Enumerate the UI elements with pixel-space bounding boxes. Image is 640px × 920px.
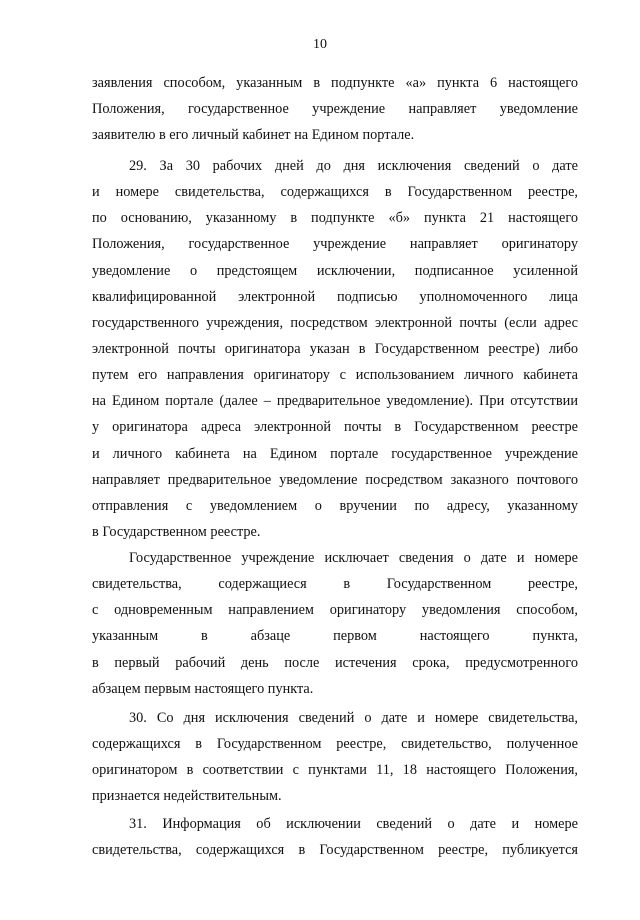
paragraph-item-30 xyxy=(92,705,578,810)
text-line: по основанию, указанному в подпункте «б» пункта 21 настоящего xyxy=(92,210,578,227)
paragraph-continuation xyxy=(92,70,578,148)
text-line: абзацем первым настоящего пункта. xyxy=(92,680,314,697)
text-line: уведомление о предстоящем исключении, подписанное усиленной xyxy=(92,262,578,279)
text-line: государственного учреждения, посредством электронной почты (если адрес xyxy=(92,314,578,331)
text-line: Положения, государственное учреждение направляет оригинатору xyxy=(92,236,578,253)
text-line: 29. За 30 рабочих дней до дня исключения сведений о дате xyxy=(129,158,578,174)
text-line: квалифицированной электронной подписью уполномоченного лица xyxy=(92,288,578,305)
text-line: путем его направления оригинатору с использованием личного кабинета xyxy=(92,367,578,384)
text-line: заявления способом, указанным в подпункте «а» пункта 6 настоящего xyxy=(92,75,578,91)
text-line: Государственное учреждение исключает сведения о дате и номере xyxy=(129,550,578,566)
paragraph-exclusion-notice xyxy=(92,545,578,702)
page-number: 10 xyxy=(313,37,327,52)
text-line: у оригинатора адреса электронной почты в Государственном реестре xyxy=(92,419,578,436)
text-line: свидетельства, содержащиеся в Государственном реестре, xyxy=(92,576,578,593)
text-line: оригинатором в соответствии с пунктами 11, 18 настоящего Положения, xyxy=(92,762,578,779)
text-line: электронной почты оригинатора указан в Государственном реестре) либо xyxy=(92,340,578,357)
text-line: указанным в абзаце первом настоящего пункта, xyxy=(92,628,578,645)
text-line: на Едином портале (далее – предварительное уведомление). При отсутствии xyxy=(92,393,578,410)
text-line: в первый рабочий день после истечения срока, предусмотренного xyxy=(92,654,578,671)
text-line: в Государственном реестре. xyxy=(92,523,261,540)
text-line: свидетельства, содержащихся в Государственном реестре, публикуется xyxy=(92,842,578,859)
text-line: направляет предварительное уведомление посредством заказного почтового xyxy=(92,471,578,488)
text-line: Положения, государственное учреждение направляет уведомление xyxy=(92,101,578,118)
text-line: отправления с уведомлением о вручении по адресу, указанному xyxy=(92,497,578,514)
text-line: и номере свидетельства, содержащихся в Государственном реестре, xyxy=(92,184,578,201)
text-line: признается недействительным. xyxy=(92,788,282,805)
paragraph-item-31 xyxy=(92,811,578,863)
text-line: заявителю в его личный кабинет на Едином портале. xyxy=(92,127,415,144)
text-line: содержащихся в Государственном реестре, свидетельство, полученное xyxy=(92,736,578,753)
text-line: и личного кабинета на Едином портале государственное учреждение xyxy=(92,445,578,462)
text-line: 31. Информация об исключении сведений о дате и номере xyxy=(129,816,578,832)
text-line: 30. Со дня исключения сведений о дате и номере свидетельства, xyxy=(129,710,578,726)
text-line: с одновременным направлением оригинатору уведомления способом, xyxy=(92,602,578,619)
paragraph-item-29 xyxy=(92,153,578,545)
